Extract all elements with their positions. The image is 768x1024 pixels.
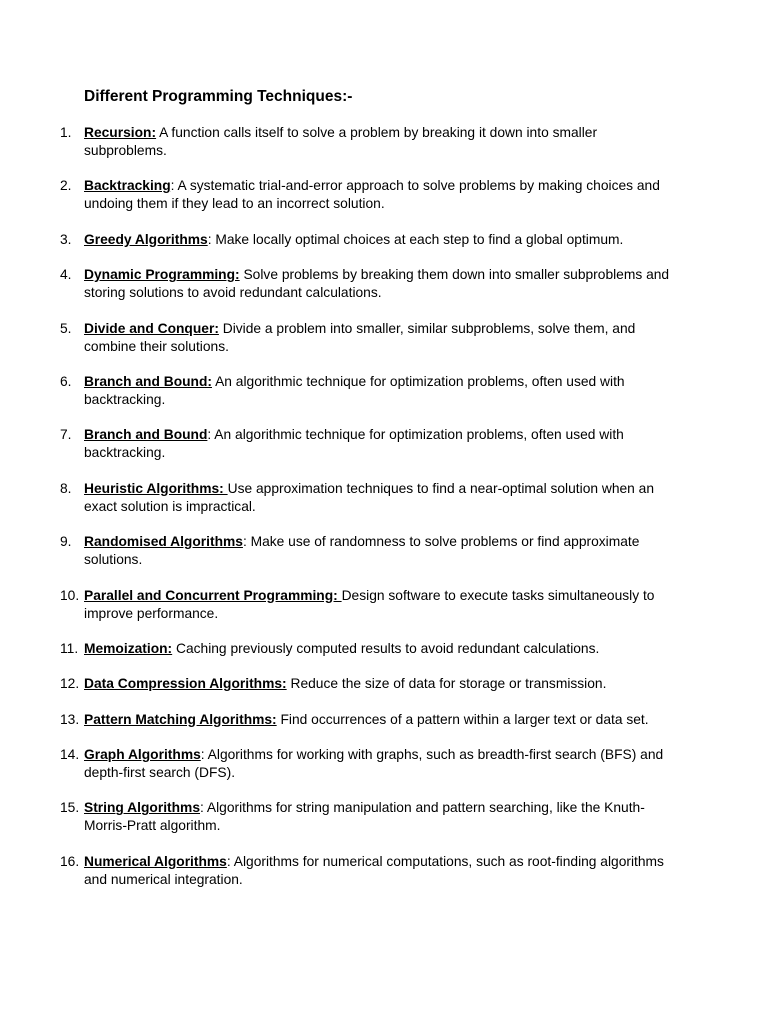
item-term: Randomised Algorithms [84,534,243,550]
item-number: 3. [60,231,72,247]
list-item [0,177,676,213]
item-number: 5. [60,320,72,336]
item-term: Branch and Bound: [84,373,212,389]
item-description: : Algorithms for string manipulation and pattern searching, like the Knuth-Morris-Pratt algorithm. [84,800,645,834]
list-item [0,711,676,729]
item-description: Use approximation techniques to find a near-optimal solution when an exact solution is impractical. [84,480,658,514]
item-term: Data Compression Algorithms: [84,676,287,692]
item-number: 12. [60,676,80,692]
item-number: 7. [60,427,72,443]
list-item [0,124,676,160]
item-term: Memoization: [84,640,173,656]
item-description: : Algorithms for numerical computations, such as root-finding algorithms and numerical integration. [84,853,668,887]
item-number: 16. [60,853,80,869]
list-item [0,231,676,249]
list-item [0,799,676,835]
item-term: Recursion: [84,125,157,140]
list-item [0,480,676,516]
item-number: 1. [60,125,72,140]
item-term: Greedy Algorithms [84,231,208,247]
list-item [0,587,676,623]
item-term: Dynamic Programming: [84,267,240,283]
item-number: 2. [60,178,72,194]
list-item [0,373,676,409]
item-description: Find occurrences of a pattern within a larger text or data set. [276,711,649,727]
item-term: Branch and Bound [84,427,208,443]
item-description: Reduce the size of data for storage or transmission. [286,676,607,692]
list-item [0,266,676,302]
item-description: Solve problems by breaking them down into smaller subproblems and storing solutions to avoid redundant calculations. [84,267,673,301]
item-description: : Make locally optimal choices at each step to find a global optimum. [207,231,624,247]
item-number: 8. [60,480,72,496]
list-item [0,853,676,889]
item-term: Heuristic Algorithms: [84,480,228,496]
item-description: A function calls itself to solve a problem by breaking it down into smaller subproblems. [84,125,601,158]
item-description: : An algorithmic technique for optimization problems, often used with backtracking. [84,427,628,461]
item-term: String Algorithms [84,800,200,816]
list-item [0,533,676,569]
item-description: Design software to execute tasks simultaneously to improve performance. [84,587,659,621]
item-term: Parallel and Concurrent Programming: [84,587,342,603]
list-item [0,675,676,693]
item-description: : Algorithms for working with graphs, such as breadth-first search (BFS) and depth-first search (DFS). [84,747,668,781]
item-term: Pattern Matching Algorithms: [84,711,277,727]
list-item [0,640,676,658]
item-description: Caching previously computed results to avoid redundant calculations. [172,640,600,656]
item-number: 10. [60,587,80,603]
list-item [0,746,676,782]
item-description: : Make use of randomness to solve problems or find approximate solutions. [84,534,644,568]
item-number: 9. [60,534,72,550]
item-description: Divide a problem into smaller, similar subproblems, solve them, and combine their solutions. [84,320,640,354]
page-title: Different Programming Techniques:- [84,88,353,105]
item-number: 11. [60,640,79,656]
item-term: Backtracking [84,178,171,194]
list-item [0,426,676,462]
item-number: 15. [60,800,80,816]
techniques-list [0,124,768,906]
item-number: 13. [60,711,80,727]
item-number: 14. [60,747,80,763]
item-term: Graph Algorithms [84,747,201,763]
item-term: Numerical Algorithms [84,853,227,869]
item-number: 4. [60,267,72,283]
item-description: An algorithmic technique for optimization problems, often used with backtracking. [84,373,629,407]
list-item [0,320,676,356]
item-number: 6. [60,373,72,389]
item-term: Divide and Conquer: [84,320,219,336]
item-description: : A systematic trial-and-error approach to solve problems by making choices and undoing them if they lead to an incorrect solution. [84,178,664,212]
